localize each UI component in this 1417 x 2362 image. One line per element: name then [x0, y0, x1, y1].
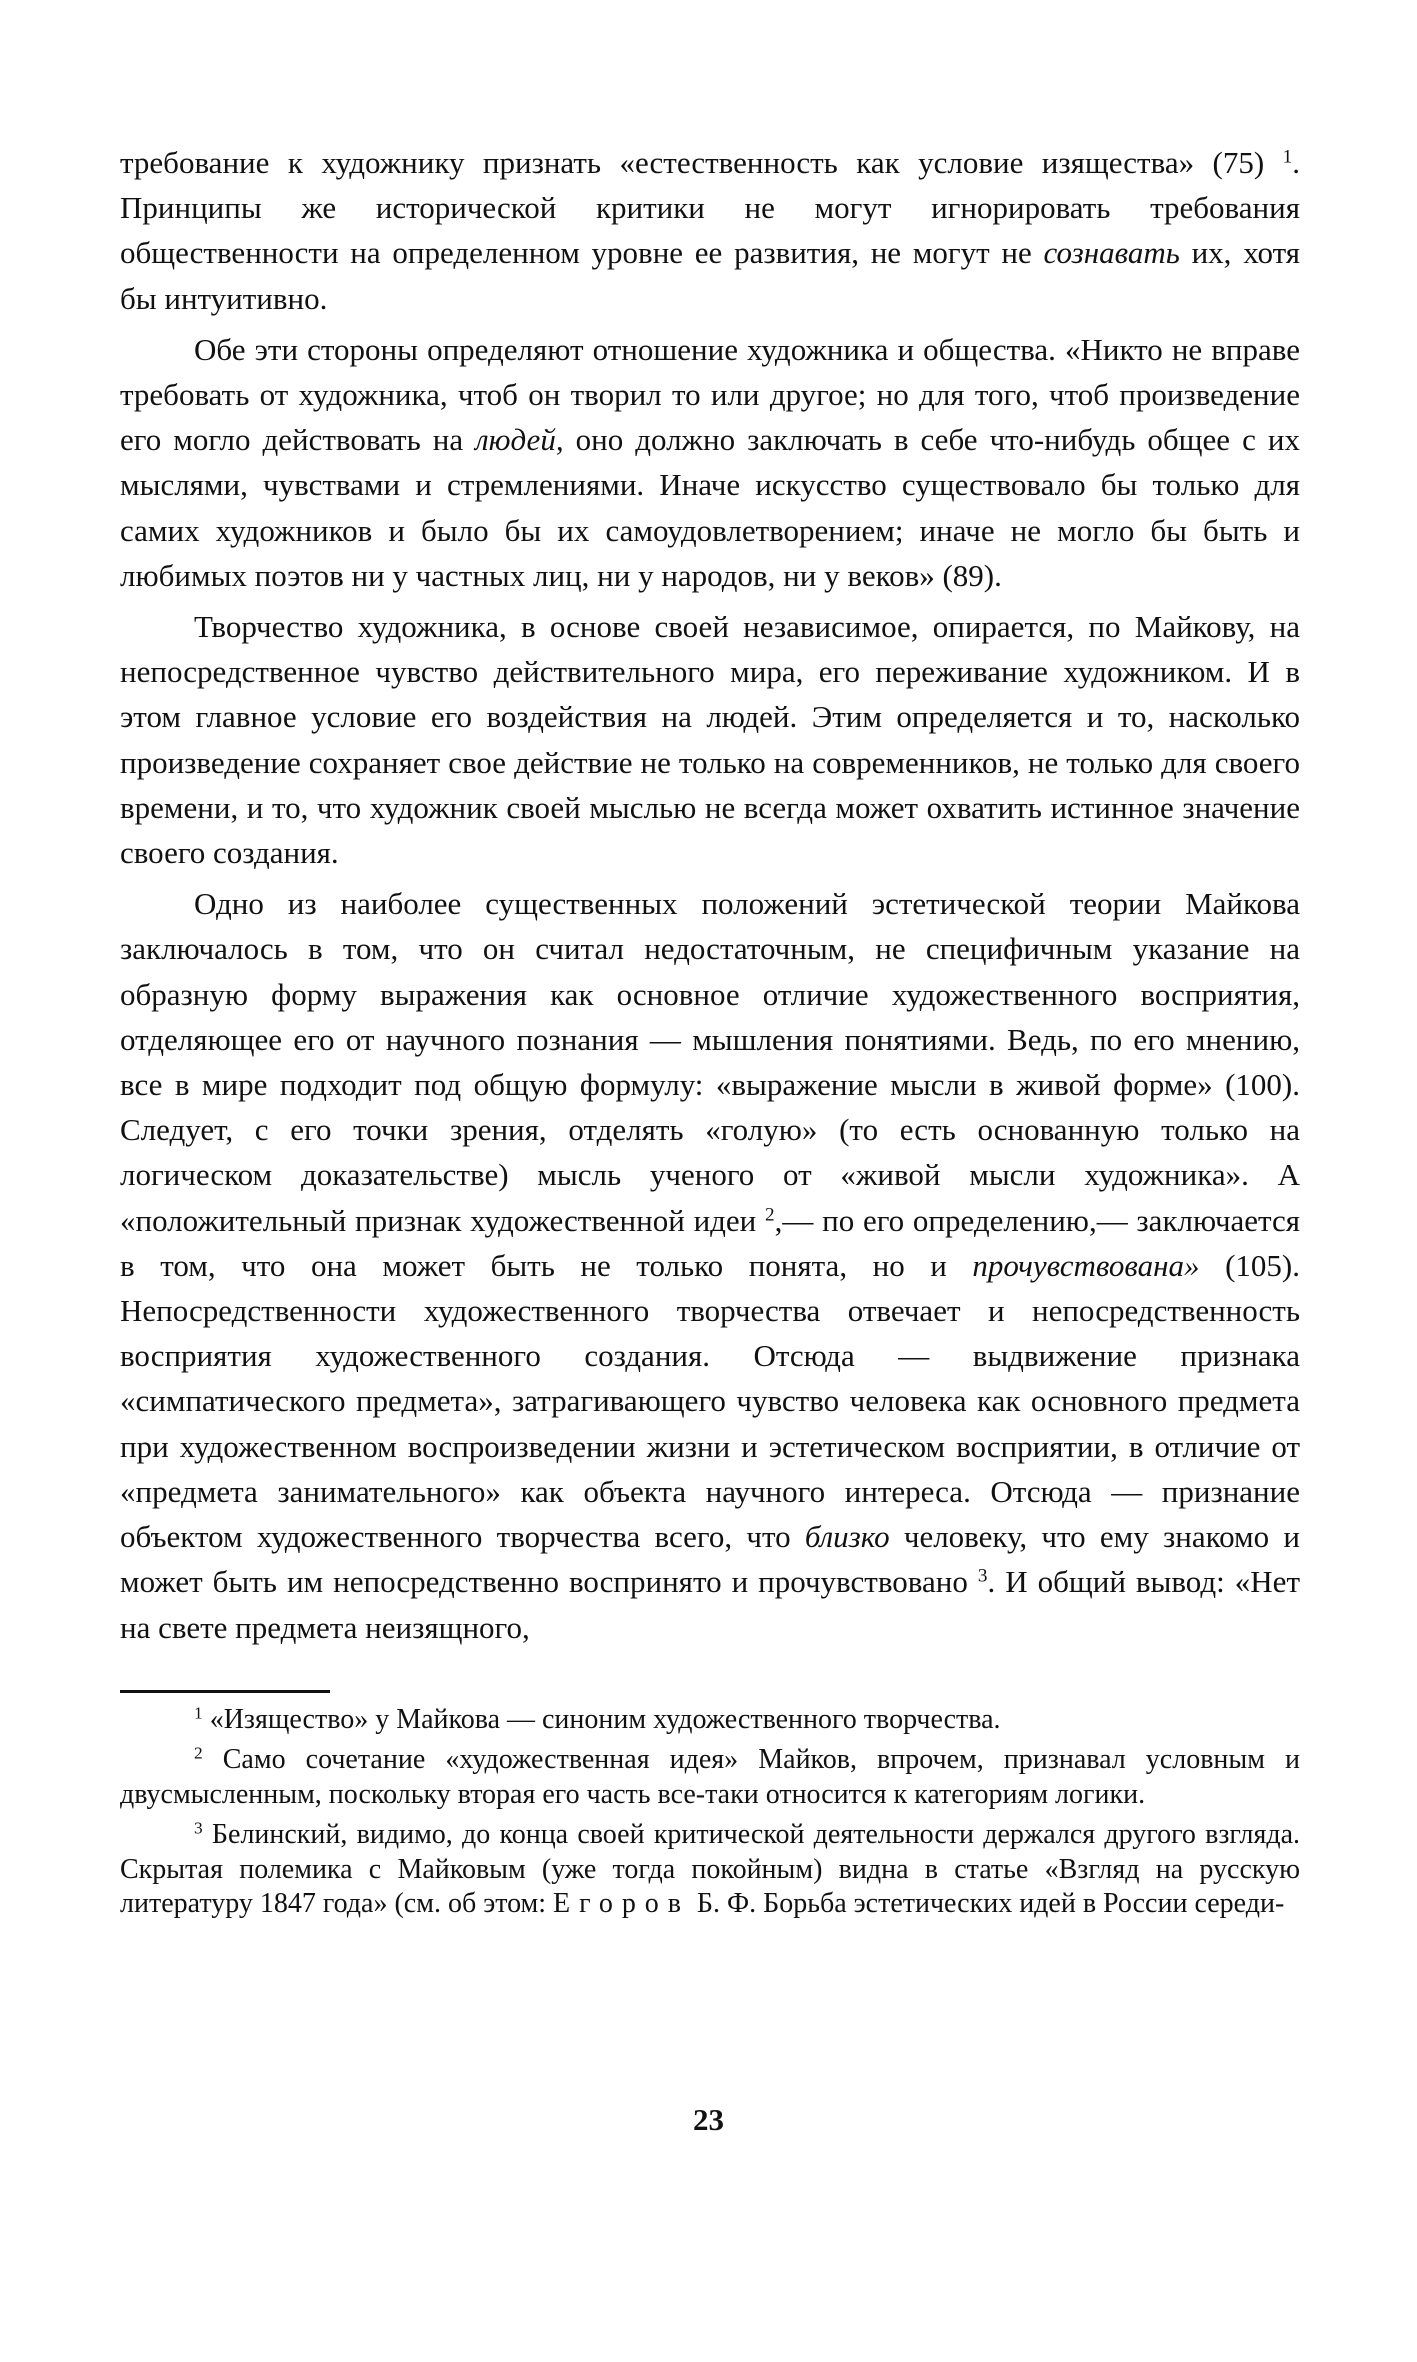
text-run: Обе эти стороны определяют отношение художника и общества. «Никто не вправе требовать от художника, чтоб он творил то или другое; но для того, чтоб произведение его могло действовать на [120, 331, 1300, 458]
paragraph [120, 327, 1300, 598]
text-run: требование к художнику признать «естественность как условие изящества» (75) [120, 145, 1283, 180]
footnote-divider [120, 1690, 330, 1693]
text-run: Творчество художника, в основе своей независимое, опирается, по Майкову, на непосредственное чувство действительного мира, его переживание художником. И в этом главное условие его воздействия на людей. Этим определяется и то, насколько произведение сохраняет свое действие не только на современников, не только для своего времени, и то, что художник своей мыслью не всегда может охватить истинное значение своего создания. [120, 609, 1300, 871]
author-name-spaced: Егоров [553, 1888, 690, 1920]
text-run: . И общий вывод: «Нет на свете предмета неизящного, [120, 1564, 1300, 1645]
footnotes [120, 1703, 1300, 1922]
text-run: (105). Непосредственности художественного творчества отвечает и непосредственность восприятия художественного создания. Отсюда — выдвижение признака «симпатического предмета», затрагивающего чувство человека как основного предмета при художественном воспроизведении жизни и эстетическом восприятии, в отличие от «предмета занимательного» как объекта научного интереса. Отсюда — признание объектом художественного творчества всего, что [120, 1247, 1300, 1555]
emphasis: близко [804, 1519, 890, 1555]
paragraph [120, 604, 1300, 875]
footnote-ref: 1 [1282, 146, 1293, 168]
book-page [120, 140, 1300, 1922]
text-run: человеку, что ему знакомо и может быть им непосредственно воспринято и прочувствовано [120, 1519, 1300, 1600]
paragraph [120, 881, 1300, 1649]
footnote-number: 1 [194, 1703, 203, 1723]
footnote-number: 2 [194, 1743, 203, 1763]
footnote-number: 3 [194, 1818, 203, 1838]
text-run: . Принципы же исторической критики не могут игнорировать требования общественности на определенном уровне ее развития, не могут не [120, 145, 1300, 271]
text-run: ,— по его определению,— заключается в том, что она может быть не только понята, но и [120, 1202, 1301, 1283]
paragraph [120, 140, 1300, 321]
footnote-text: Белинский, видимо, до конца своей критической деятельности держался другого взгляда. Скрытая полемика с Майковым (уже тогда покойным) видна в статье «Взгляд на русскую литературу 1847 года» (см. об этом: [120, 1819, 1300, 1920]
footnote-text: Б. Ф. Борьба эстетических идей в России середи- [689, 1888, 1285, 1920]
emphasis: прочувствована» [972, 1247, 1200, 1283]
text-run: Одно из наиболее существенных положений эстетической теории Майкова заключалось в том, что он считал недостаточным, не специфичным указание на образную форму выражения как основное отличие художественного восприятия, отделяющее его от научного познания — мышления понятиями. Ведь, по его мнению, все в мире подходит под общую формулу: «выражение мысли в живой форме» (100). Следует, с его точки зрения, отделять «голую» (то есть основанную только на логическом доказательстве) мысль ученого от «живой мысли художника». А «положительный признак художественной идеи [120, 886, 1300, 1238]
emphasis: людей, [475, 422, 564, 458]
footnote-text: «Изящество» у Майкова — синоним художественного творчества. [202, 1703, 1001, 1735]
text-run: их, хотя бы интуитивно. [120, 235, 1300, 316]
footnote-text: Само сочетание «художественная идея» Майков, впрочем, признавал условным и двусмысленным, поскольку вторая его часть все-таки относится к категориям логики. [120, 1744, 1300, 1810]
footnote [120, 1703, 1300, 1738]
text-run: оно должно заключать в себе что-нибудь общее с их мыслями, чувствами и стремлениями. Иначе искусство существовало бы только для самих художников и было бы их самоудовлетворением; иначе не могло бы быть и любимых поэтов ни у частных лиц, ни у народов, ни у веков» (89). [120, 422, 1300, 593]
footnote [120, 1818, 1300, 1922]
footnote [120, 1743, 1300, 1812]
body-text [120, 140, 1300, 1650]
page-number: 23 [693, 2102, 724, 2137]
emphasis: сознавать [1043, 235, 1180, 271]
footnote-ref: 2 [765, 1204, 775, 1226]
footnote-ref: 3 [977, 1565, 988, 1587]
